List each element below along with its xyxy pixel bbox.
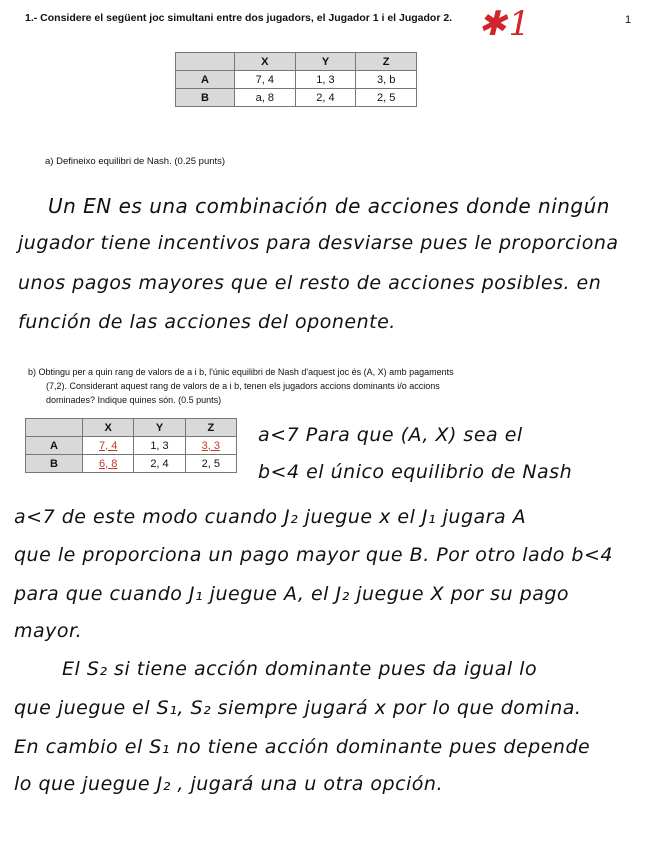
answer-b-line: En cambio el S₁ no tiene acción dominante pues depende — [14, 736, 591, 758]
edited-value: 3, 3 — [201, 439, 220, 452]
column-header: Y — [295, 53, 356, 71]
answer-b-side-line: a<7 Para que (A, X) sea el — [258, 424, 523, 446]
answer-a-line: función de las acciones del oponente. — [18, 311, 396, 333]
edited-value: 7, 4 — [98, 439, 118, 452]
table-cell: 2, 4 — [295, 89, 356, 107]
table-cell: 2, 4 — [134, 455, 185, 473]
answer-a-line: jugador tiene incentivos para desviarse pues le proporciona — [18, 232, 619, 254]
row-header: A — [176, 71, 235, 89]
payoff-table-2 — [25, 418, 237, 473]
table-corner — [176, 53, 235, 71]
table-cell: 1, 3 — [134, 437, 185, 455]
column-header: X — [83, 419, 134, 437]
page-number: 1 — [625, 14, 632, 26]
part-b-prompt-line: b) Obtingu per a quin rang de valors de a i b, l'únic equilibri de Nash d'aquest joc és (A, X) amb pagaments — [28, 367, 454, 377]
table-cell — [185, 437, 236, 455]
table-cell: 2, 5 — [185, 455, 236, 473]
answer-b-line: que juegue el S₁, S₂ siempre jugará x por lo que domina. — [14, 697, 582, 719]
table-cell: 1, 3 — [295, 71, 356, 89]
table-cell: a, 8 — [235, 89, 296, 107]
column-header: Z — [356, 53, 417, 71]
edited-value: 6, 8 — [98, 457, 118, 470]
answer-b-side-line: b<4 el único equilibrio de Nash — [258, 461, 573, 483]
table-cell: 7, 4 — [235, 71, 296, 89]
row-header: B — [176, 89, 235, 107]
payoff-table-1 — [175, 52, 417, 107]
question-header: 1.- Considere el següent joc simultani entre dos jugadors, el Jugador 1 i el Jugador 2. — [25, 12, 453, 24]
answer-b-line: mayor. — [14, 620, 83, 642]
part-a-prompt: a) Defineixo equilibri de Nash. (0.25 punts) — [45, 156, 226, 167]
table-cell: 3, b — [356, 71, 417, 89]
column-header: Y — [134, 419, 185, 437]
table-cell — [83, 437, 134, 455]
column-header: Z — [185, 419, 236, 437]
answer-a-line: unos pagos mayores que el resto de acciones posibles. en — [18, 272, 602, 294]
answer-b-line: a<7 de este modo cuando J₂ juegue x el J₁ jugara A — [14, 506, 527, 528]
grade-mark: ✱1 — [478, 4, 533, 44]
answer-b-line: El S₂ si tiene acción dominante pues da igual lo — [62, 658, 538, 680]
part-b-prompt-line: dominades? Indique quines són. (0.5 punts) — [46, 395, 222, 405]
row-header: B — [26, 455, 83, 473]
answer-b-line: que le proporciona un pago mayor que B. Por otro lado b<4 — [14, 544, 613, 566]
row-header: A — [26, 437, 83, 455]
answer-b-line: para que cuando J₁ juegue A, el J₂ juegue X por su pago — [14, 583, 570, 605]
table-corner — [26, 419, 83, 437]
column-header: X — [235, 53, 296, 71]
part-b-prompt — [28, 365, 508, 407]
table-cell: 2, 5 — [356, 89, 417, 107]
part-b-prompt-line: (7,2). Considerant aquest rang de valors de a i b, tenen els jugadors accions dominants i/o accions — [46, 381, 440, 391]
table-cell — [83, 455, 134, 473]
answer-b-line: lo que juegue J₂ , jugará una u otra opción. — [14, 773, 444, 795]
answer-a-line: Un EN es una combinación de acciones donde ningún — [48, 194, 610, 218]
